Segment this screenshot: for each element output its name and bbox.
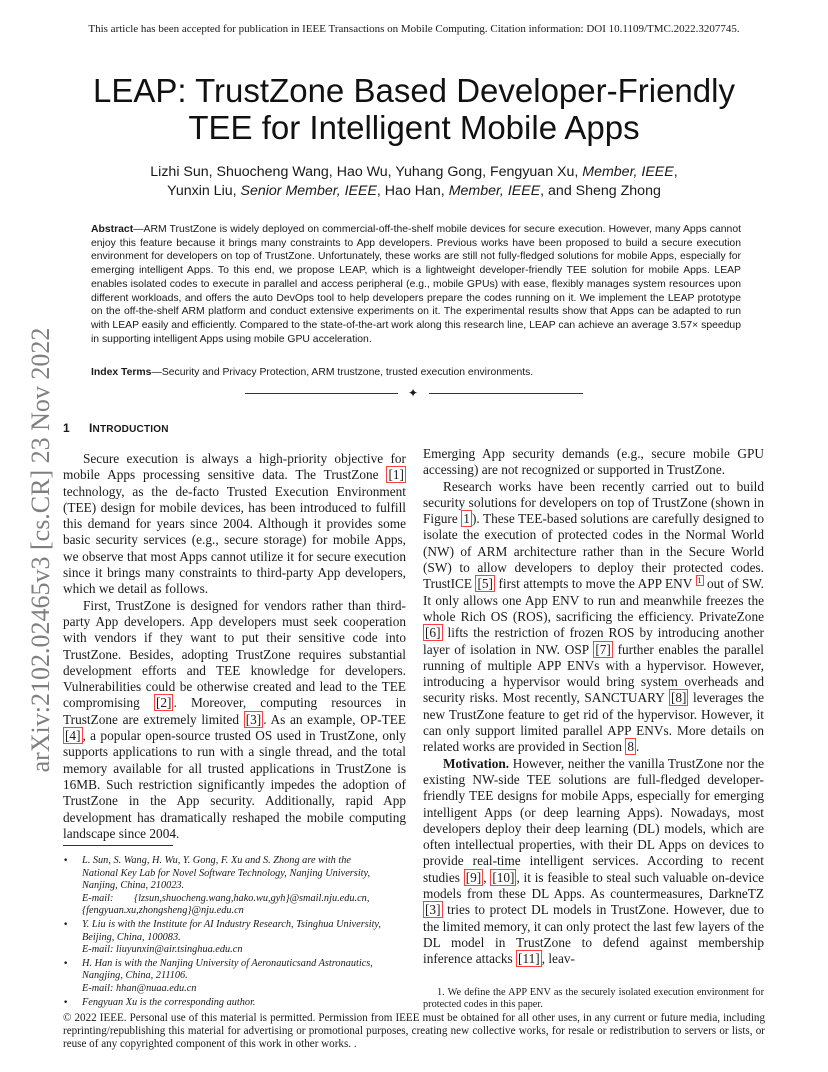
left-column [63, 451, 406, 842]
section-number: 1 [63, 421, 70, 435]
citation-link[interactable]: [4] [65, 728, 81, 744]
citation-link[interactable]: [9] [465, 869, 482, 885]
footnote-link[interactable]: 1 [697, 575, 702, 585]
footnote-text: We define the APP ENV as the securely isolated execution environment for protected codes in this paper. [423, 987, 764, 1011]
citation-link[interactable]: [10] [492, 869, 515, 885]
abstract [91, 223, 741, 346]
right-column [423, 446, 764, 968]
copyright-notice: © 2022 IEEE. Personal use of this material is permitted. Permission from IEEE must be obtained for all other uses, in any current or future media, including reprinting/republishing this material for advertising or promotional purposes, creating new collective works, for resale or redistribution to servers or lists, or reuse of any copyrighted component of this work in other works. . [63, 1012, 765, 1051]
paper-title [0, 72, 828, 146]
bullet-icon: • [63, 997, 69, 1008]
index-terms-label: Index Terms [91, 367, 152, 378]
citation-link[interactable]: [8] [670, 690, 687, 706]
figure-link[interactable]: 1 [463, 511, 470, 527]
arxiv-identifier[interactable]: arXiv:2102.02465v3 [cs.CR] 23 Nov 2022 [26, 327, 55, 773]
bullet-icon: • [63, 856, 69, 866]
citation-link[interactable]: [7] [595, 641, 611, 657]
separator-rule-left [245, 393, 398, 394]
citation-link[interactable]: [2] [155, 695, 172, 711]
citation-link[interactable]: [5] [477, 576, 493, 592]
section-title: INTRODUCTION [89, 421, 169, 435]
index-terms-text: —Security and Privacy Protection, ARM trustzone, trusted execution environments. [151, 367, 534, 378]
abstract-text: —ARM TrustZone is widely deployed on commercial-off-the-shelf mobile devices for secure execution. However, many Apps cannot enjoy this feature because it brings many constraints to App developers. Previous works have been proposed to build a secure execution environment for developers on top of TrustZone. Unfortunately, these works are still not fully-fledged solutions for mobile Apps, especially for emerging intelligent Apps. To this end, we propose LEAP, which is a lightweight developer-friendly TEE solution for mobile Apps. LEAP enables isolated codes to execute in parallel and access peripheral (e.g., mobile GPUs) with ease, flexibly manages system resources upon different workloads, and offers the auto DevOps tool to help developers prepare the codes running on it. We implement the LEAP prototype on the off-the-shelf ARM platform and conduct extensive experiments on it. The experimental results show that Apps can be adapted to run with LEAP easily and efficiently. Compared to the state-of-the-art work along this research line, LEAP can achieve an average 3.57× speedup in supporting intelligent Apps using mobile GPU acceleration. [91, 224, 741, 345]
affiliation-item: • H. Han is with the Nanjing University of Aeronauticsand Astronautics, Nangjing, China, 211106. E-mail: hhan@nuaa.edu.cn [63, 957, 373, 994]
title-line-2: TEE for Intelligent Mobile Apps [188, 109, 640, 146]
paragraph: Secure execution is always a high-priority objective for mobile Apps processing sensitive data. The TrustZone [1] technology, as the de-facto Trusted Execution Environment (TEE) design for mobile devices, has been introduced to fulfill this demand for years since 2004. Although it provides some basic security services (e.g., secure storage) for mobile Apps, we observe that most Apps cannot utilize it for secure execution since it brings many constraints to third-party App developers, which we detail as follows. [63, 451, 406, 597]
paragraph: Emerging App security demands (e.g., secure mobile GPU accessing) are not recognized or supported in TrustZone. [423, 446, 764, 478]
paragraph-label: Motivation. [443, 755, 510, 771]
citation-link[interactable]: [6] [425, 625, 441, 641]
bullet-icon: • [63, 919, 69, 930]
section-link[interactable]: 8 [627, 739, 634, 755]
affiliation-item: • Y. Liu is with the Institute for AI Industry Research, Tsinghua University, Beijing, China, 100083. E-mail: liuyunxin@air.tsinghua.edu.cn [63, 918, 382, 956]
author-line-1: Lizhi Sun, Shuocheng Wang, Hao Wu, Yuhang Gong, Fengyuan Xu, Member, IEEE, [150, 164, 678, 180]
paragraph: First, TrustZone is designed for vendors rather than third-party App developers. App developers must seek cooperation with vendors if they want to put their sensitive code into TrustZone. Besides, adopting TrustZone requires substantial development efforts and TEE knowledge for developers. Vulnerabilities could be otherwise created and lead to the TEE compromising [2] . Moreover, computing resources in TrustZone are extremely limited [3] . As an example, OP-TEE [4] , a popular open-source trusted OS used in TrustZone, only supports applications to run with a single thread, and the total memory available for all trusted applications in TrustZone is 16MB. Such restriction significantly impedes the adoption of TrustZone in the App security. Additionally, rapid App development has dramatically reshaped the mobile computing landscape since 2004. [63, 597, 407, 841]
author-line-2: Yunxin Liu, Senior Member, IEEE, Hao Han, Member, IEEE, and Sheng Zhong [167, 183, 661, 199]
title-line-1: LEAP: TrustZone Based Developer-Friendly [93, 72, 735, 109]
paragraph: Motivation. However, neither the vanilla TrustZone nor the existing NW-side TEE solutions are full-fledged developer-friendly TEE designs for mobile Apps, especially for emerging intelligent Apps (or deep learning Apps). Nowadays, most developers deploy their deep learning (DL) models, which are often intellectual properties, with their DL Apps on devices to provide real-time intelligent services. According to recent studies [9] , [10] , it is feasible to steal such valuable on-device models from these DL Apps. As countermeasures, DarkneTZ [3] tries to protect DL models in TrustZone. However, due to the limited memory, it can only protect the last few layers of the DL model in TrustZone to defend against membership inference attacks [11] , leav- [423, 755, 764, 967]
author-list [0, 163, 828, 201]
citation-link[interactable]: [3] [245, 711, 262, 727]
abstract-label: Abstract [91, 224, 134, 235]
footnote [423, 987, 764, 1012]
author-affiliations [63, 855, 406, 1010]
index-terms [91, 366, 741, 380]
bullet-icon: • [63, 958, 69, 969]
section-heading [63, 421, 169, 435]
publication-notice: This article has been accepted for publication in IEEE Transactions on Mobile Computing. Citation information: DOI 10.1109/TMC.2022.3207745. [88, 23, 740, 35]
separator-rule-right [429, 393, 583, 394]
affiliation-item: • Fengyuan Xu is the corresponding author. [63, 996, 256, 1008]
affiliation-item: • L. Sun, S. Wang, H. Wu, Y. Gong, F. Xu and S. Zhong are with the National Key Lab for Novel Software Technology, Nanjing University, Nanjing, China, 210023. E-mail: {lzsun,shuocheng.wang,hako.wu,gyh}@smail.nju.edu.cn, {fengyuan.xu,zhongsheng}@nju.edu.cn [63, 855, 371, 917]
citation-link[interactable]: [3] [425, 902, 441, 918]
paragraph: Research works have been recently carried out to build security solutions for developers on top of TrustZone (shown in Figure 1 ). These TEE-based solutions are carefully designed to isolate the execution of protected codes in the Normal World (NW) of ARM architecture rather than in the Secure World (SW) to allow developers to deploy their protected codes. TrustICE [5] first attempts to move the APP ENV $^1$ out of SW. It only allows one App ENV to run and meanwhile freezes the whole Rich OS (ROS), sacrificing the efficiency. PrivateZone [6] lifts the restriction of frozen ROS by introducing another layer of isolation in NW. OSP [7] further enables the parallel running of multiple APP ENVs with a hypervisor. However, introducing a hypervisor would bring system overheads and security risks. Most recently, SANCTUARY [8] leverages the new TrustZone feature to get rid of the hypervisor. However, it can only support limited parallel APP ENVs. More details on related works are provided in Section 8 . [423, 478, 765, 755]
citation-link[interactable]: [1] [388, 467, 404, 483]
footnote-rule [63, 845, 173, 846]
footnote-number: 1. [437, 987, 445, 998]
separator-diamond-icon: ✦ [407, 386, 419, 400]
citation-link[interactable]: [11] [518, 951, 540, 967]
